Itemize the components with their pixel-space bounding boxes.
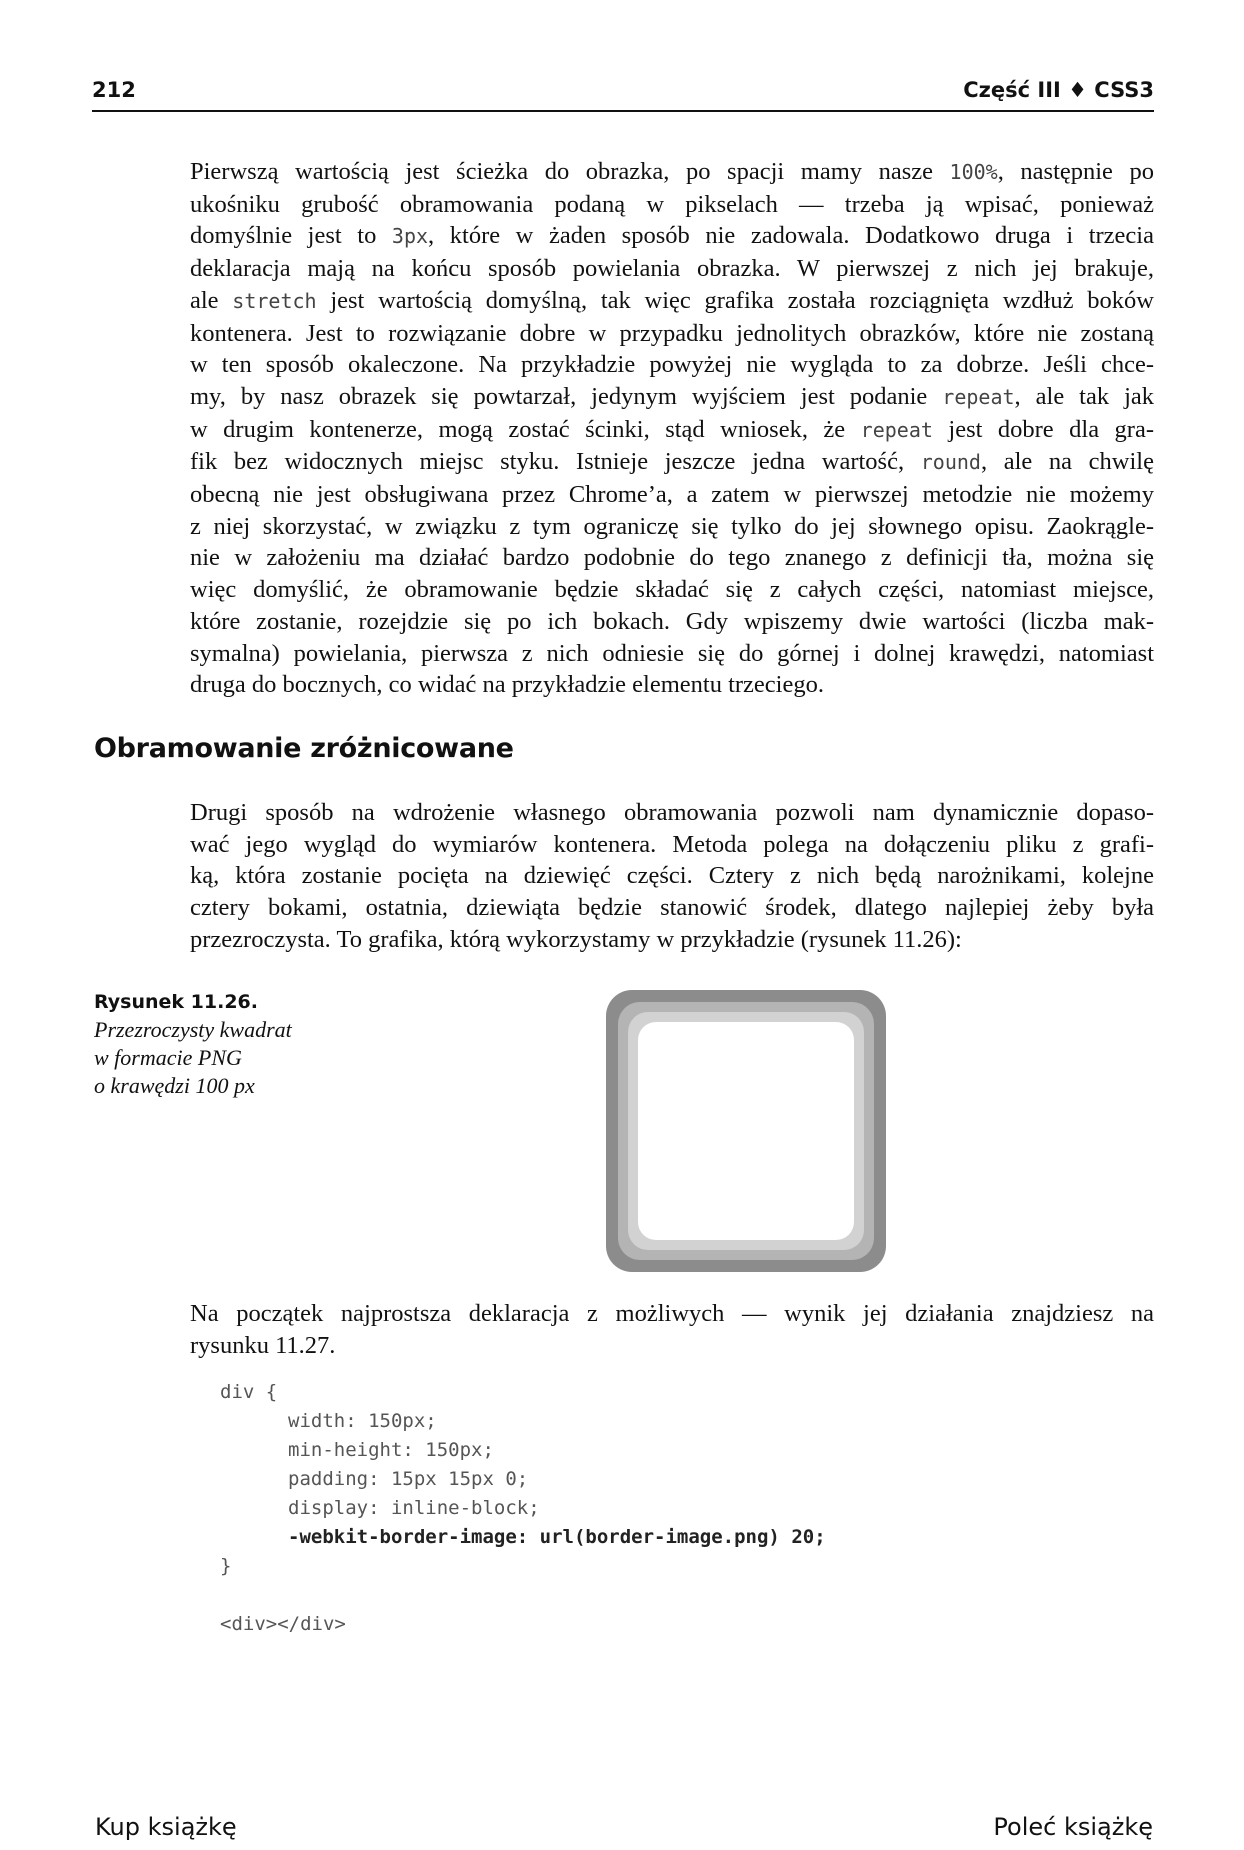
text-run: Pierwszą wartością jest ścieżka do obrazka, po spacji mamy nasze [190,158,950,185]
border-image-figure [606,990,886,1272]
text-run: cztery bokami, ostatnia, dziewiąta będzie stanowić środek, dlatego najlepiej żeby była [190,894,1154,922]
figure-label: Rysunek 11.26. [94,991,258,1013]
text-run: ką, która zostanie pocięta na dziewięć części. Cztery z nich będą narożnikami, kolejne [190,862,1154,890]
figure-description-line: o krawędzi 100 px [94,1073,255,1098]
text-line [190,381,1154,414]
inline-code: round [920,450,981,475]
text-run: z niej skorzystać, w związku z tym ograniczę się tylko do jej słownego opisu. Zaokrągle- [190,512,1154,540]
text-line [190,156,1154,189]
text-run: Na początek najprostsza deklaracja z możliwych — wynik jej działania znajdziesz na [190,1300,1154,1327]
code-line: -webkit-border-image: url(border-image.png) 20; [288,1526,826,1548]
buy-book-link-container [95,1813,237,1841]
text-run: , ale na chwilę [980,448,1154,476]
text-line [190,220,1154,253]
text-line [190,189,1154,221]
text-line [190,446,1154,479]
text-run: wać jego wygląd do wymiarów kontenera. Metoda polega na dołączeniu pliku z grafi- [190,830,1154,858]
text-run: symalna) powielania, pierwsza z nich odniesie się do górnej i dolnej krawędzi, natomiast [190,639,1154,667]
text-line [190,285,1154,318]
text-run: w drugim kontenerze, mogą zostać ścinki, stąd wniosek, że [190,415,861,443]
recommend-book-link-container [993,1813,1153,1841]
text-run: jest wartością domyślną, tak więc grafika została rozciągnięta wzdłuż boków [316,286,1154,314]
page-number: 212 [92,78,136,102]
text-run: fik bez widocznych miejsc styku. Istnieje jeszcze jedna wartość, [190,448,921,476]
code-line [220,1581,826,1610]
figure-description-line: Przezroczysty kwadrat [94,1017,292,1042]
running-title: Część III ♦ CSS3 [963,78,1154,102]
text-line [190,574,1154,606]
text-line [190,669,1154,701]
text-line [190,318,1154,350]
buy-book-link[interactable]: Kup książkę [95,1813,237,1841]
text-line [190,479,1154,511]
figure-description-line: w formacie PNG [94,1045,242,1070]
code-line: width: 150px; [288,1410,437,1432]
text-run: Drugi sposób na wdrożenie własnego obramowania pozwoli nam dynamicznie dopaso- [190,799,1154,826]
code-line: } [220,1555,232,1577]
inline-code: 3px [391,224,429,249]
inline-code: repeat [860,417,933,442]
text-run: w ten sposób okaleczone. Na przykładzie powyżej nie wygląda to za dobrze. Jeśli chce- [190,351,1154,379]
code-line: <div></div> [220,1613,346,1635]
text-run: jest dobre dla gra- [932,415,1154,443]
recommend-book-link[interactable]: Poleć książkę [993,1813,1153,1841]
inline-code: repeat [942,384,1015,409]
text-run: obecną nie jest obsługiwana przez Chrome’a, a zatem w pierwszej metodzie nie możemy [190,481,1154,509]
border-center [638,1022,854,1240]
text-line [190,511,1154,543]
page-header [92,76,1154,112]
text-run: nie w założeniu ma działać bardzo podobnie do tego znanego z definicji tła, można się [190,544,1154,572]
text-line [190,253,1154,285]
inline-code: stretch [232,288,317,313]
text-line [190,1330,1154,1362]
text-run: my, by nasz obrazek się powtarzał, jedynym wyjściem jest podanie [190,382,943,410]
paragraph-simplest-declaration [190,1298,1154,1361]
text-line [190,892,1154,924]
text-run: , następnie po [997,158,1154,185]
code-line: padding: 15px 15px 0; [288,1468,529,1490]
text-run: ukośniku grubość obramowania podaną w pikselach — trzeba ją wpisać, ponieważ [190,190,1154,218]
paragraph-border-image-values [190,156,1154,701]
text-line [190,414,1154,447]
code-line: div { [220,1381,278,1403]
text-run: przezroczysta. To grafika, którą wykorzystamy w przykładzie (rysunek 11.26): [190,925,962,953]
text-line [190,542,1154,574]
text-line [190,860,1154,892]
code-line: min-height: 150px; [288,1439,494,1461]
code-line: display: inline-block; [288,1497,540,1519]
text-line [190,1298,1154,1330]
text-run: , które w żaden sposób nie zadowala. Dodatkowo druga i trzecia [428,222,1154,250]
text-line [190,349,1154,381]
text-run: deklaracja mają na końcu sposób powielania obrazka. W pierwszej z nich jej brakuje, [190,255,1154,283]
section-heading: Obramowanie zróżnicowane [94,733,514,764]
text-line [190,924,1154,956]
text-run: , ale tak jak [1014,382,1154,410]
text-line [190,797,1154,829]
text-line [190,829,1154,861]
text-run: więc domyślić, że obramowanie będzie składać się z całych części, natomiast miejsce, [190,576,1154,604]
inline-code: 100% [949,160,998,184]
paragraph-nine-slice [190,797,1154,956]
text-run: domyślnie jest to [190,222,392,250]
text-run: druga do bocznych, co widać na przykładzie elementu trzeciego. [190,671,824,699]
text-run: które zostanie, rozejdzie się po ich bokach. Gdy wpiszemy dwie wartości (liczba mak- [190,607,1154,635]
figure-caption [94,988,354,1100]
text-run: kontenera. Jest to rozwiązanie dobre w przypadku jednolitych obrazków, które nie zostaną [190,319,1154,347]
text-line [190,638,1154,670]
text-run: ale [190,286,233,314]
text-run: rysunku 11.27. [190,1331,336,1359]
text-line [190,606,1154,638]
code-listing [220,1378,826,1639]
